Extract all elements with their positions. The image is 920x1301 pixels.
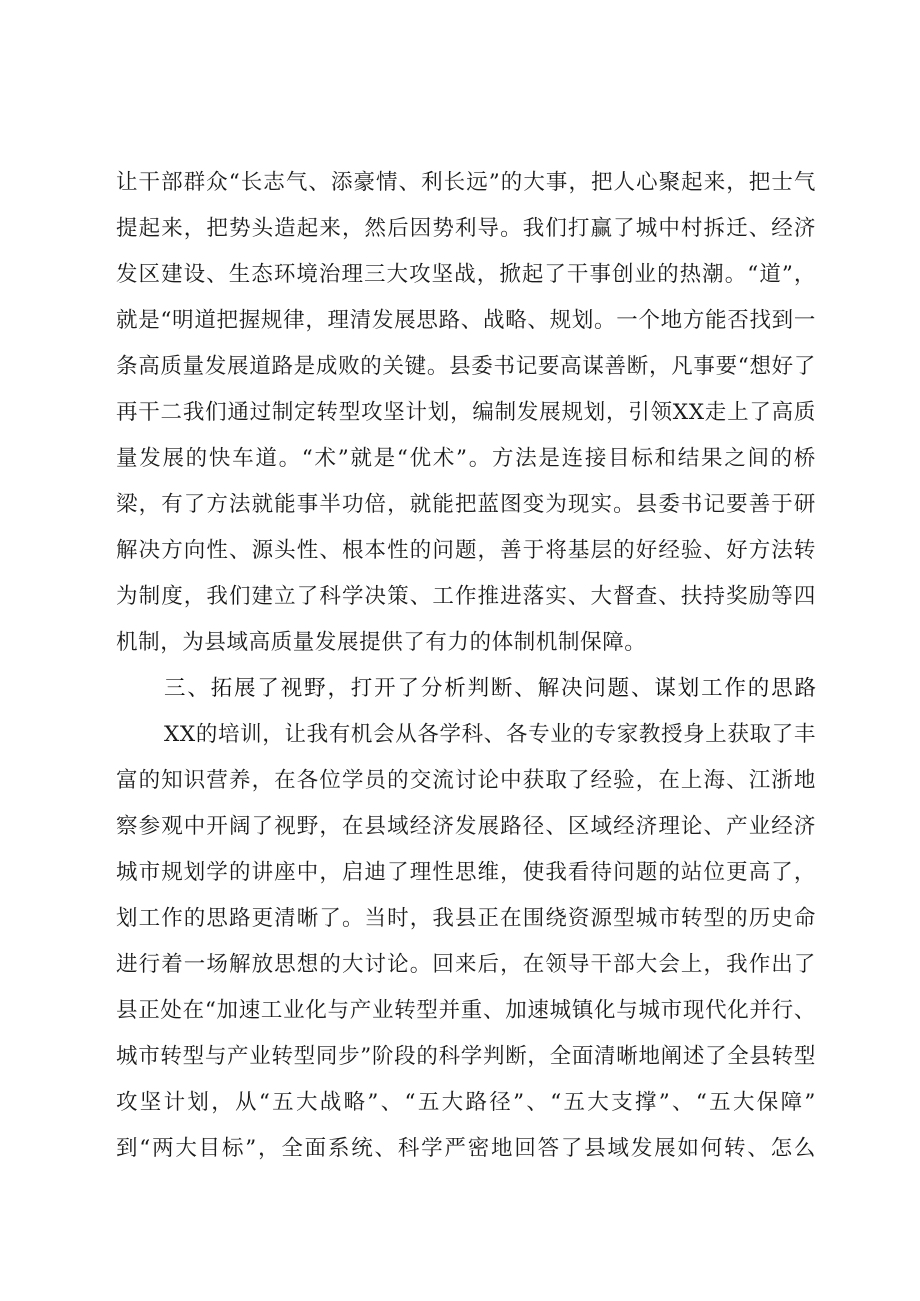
paragraph-line: 提起来，把势头造起来，然后因势利导。我们打赢了城中村拆迁、经济	[116, 216, 816, 241]
section-heading: 三、拓展了视野，打开了分析判断、解决问题、谋划工作的思路	[164, 676, 816, 701]
paragraph-line: 县正处在“加速工业化与产业转型并重、加速城镇化与城市现代化并行、	[116, 998, 816, 1023]
paragraph-line: 发区建设、生态环境治理三大攻坚战，掀起了干事创业的热潮。“道”，	[116, 262, 816, 287]
paragraph-line: 条高质量发展道路是成败的关键。县委书记要高谋善断，凡事要“想好了	[116, 354, 816, 379]
paragraph-line: 察参观中开阔了视野，在县域经济发展路径、区域经济理论、产业经济	[116, 814, 816, 839]
paragraph-line: 城市转型与产业转型同步”阶段的科学判断，全面清晰地阐述了全县转型	[116, 1044, 816, 1069]
paragraph-line: 划工作的思路更清晰了。当时，我县正在围绕资源型城市转型的历史命	[116, 906, 816, 931]
paragraph-line-last: 机制，为县域高质量发展提供了有力的体制机制保障。	[116, 630, 647, 655]
paragraph-line: 解决方向性、源头性、根本性的问题，善于将基层的好经验、好方法转	[116, 538, 816, 563]
paragraph-line: 让干部群众“长志气、添豪情、利长远”的大事，把人心聚起来，把士气	[116, 170, 816, 195]
paragraph-line-first: XX的培训，让我有机会从各学科、各专业的专家教授身上获取了丰	[164, 722, 816, 747]
paragraph-line: 量发展的快车道。“术”就是“优术”。方法是连接目标和结果之间的桥	[116, 446, 816, 471]
paragraph-line: 攻坚计划，从“五大战略”、“五大路径”、“五大支撑”、“五大保障”	[116, 1090, 816, 1115]
paragraph-line: 富的知识营养，在各位学员的交流讨论中获取了经验，在上海、江浙地	[116, 768, 816, 793]
paragraph-line: 就是“明道把握规律，理清发展思路、战略、规划。一个地方能否找到一	[116, 308, 816, 333]
paragraph-line: 再干二我们通过制定转型攻坚计划，编制发展规划，引领XX走上了高质	[116, 400, 816, 425]
paragraph-line: 进行着一场解放思想的大讨论。回来后，在领导干部大会上，我作出了	[116, 952, 816, 977]
paragraph-line: 为制度，我们建立了科学决策、工作推进落实、大督查、扶持奖励等四	[116, 584, 816, 609]
paragraph-line: 梁，有了方法就能事半功倍，就能把蓝图变为现实。县委书记要善于研	[116, 492, 816, 517]
paragraph-line: 城市规划学的讲座中，启迪了理性思维，使我看待问题的站位更高了，	[116, 860, 816, 885]
paragraph-line: 到“两大目标”，全面系统、科学严密地回答了县域发展如何转、怎么	[116, 1136, 816, 1161]
